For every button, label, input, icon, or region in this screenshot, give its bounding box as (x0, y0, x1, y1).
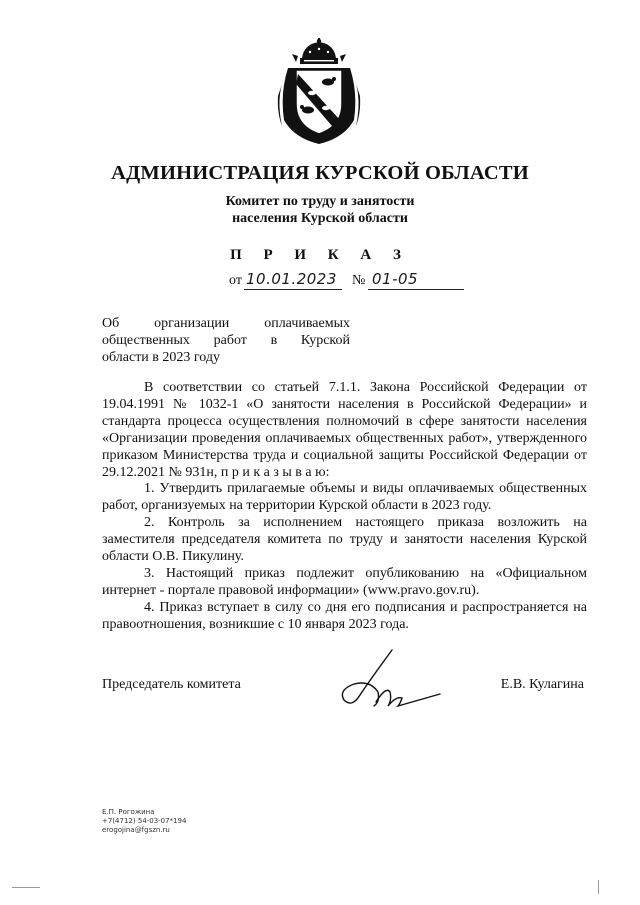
scan-edge-mark (12, 887, 40, 888)
organization-title: АДМИНИСТРАЦИЯ КУРСКОЙ ОБЛАСТИ (111, 162, 529, 184)
order-item-2: 2. Контроль за исполнением настоящего приказа возложить на заместителя председателя комитета по труду и занятости населения Курской области О.В. Пикулину. (102, 515, 587, 565)
subject-line-2: общественных работ в Курской (102, 333, 350, 348)
preamble-paragraph: В соответствии со статьей 7.1.1. Закона Российской Федерации от 19.04.1991 № 1032-1 «О занятости населения в Российской Федерации» и стандарта процесса осуществления полномочий в сфере занятости населения «Организации проведения оплачиваемых общественных работ», утвержденного приказом Министерства труда и социальной защиты Российской Федерации от 29.12.2021 № 931н, п р и к а з ы в а ю: (102, 380, 587, 480)
subject-line-3: области в 2023 году (102, 350, 221, 365)
order-title: П Р И К А З (230, 247, 410, 263)
order-date-handwritten: 10.01.2023 (246, 270, 337, 288)
number-prefix: № (352, 273, 366, 288)
coat-of-arms-icon (274, 38, 364, 148)
order-number-handwritten: 01-05 (372, 270, 419, 288)
order-item-4: 4. Приказ вступает в силу со дня его подписания и распространяется на правоотношения, возникшие с 10 января 2023 года. (102, 599, 587, 632)
committee-name (0, 193, 640, 227)
signer-role: Председатель комитета (102, 677, 241, 692)
scan-edge-mark (598, 880, 600, 894)
handwritten-signature-icon (330, 640, 450, 720)
date-underline (244, 289, 342, 290)
committee-line-1: Комитет по труду и занятости (225, 194, 415, 209)
subject-line-1: Об организации оплачиваемых (102, 316, 350, 331)
contact-person: Е.П. Рогожина (102, 808, 155, 816)
order-item-1: 1. Утвердить прилагаемые объемы и виды оплачиваемых общественных работ, организуемых на территории Курской области в 2023 году. (102, 481, 587, 514)
order-body (102, 380, 587, 634)
order-item-3: 3. Настоящий приказ подлежит опубликованию на «Официальном интернет - портале правовой информации» (www.pravo.gov.ru). (102, 565, 587, 598)
number-underline (368, 289, 464, 290)
contact-email: erogojina@fgszn.ru (102, 826, 170, 834)
contact-info (102, 808, 186, 835)
signer-name: Е.В. Кулагина (500, 677, 584, 692)
date-prefix: от (229, 273, 242, 288)
order-subject (102, 315, 350, 366)
contact-phone: +7(4712) 54-03-07*194 (102, 817, 187, 825)
committee-line-2: населения Курской области (232, 211, 408, 226)
